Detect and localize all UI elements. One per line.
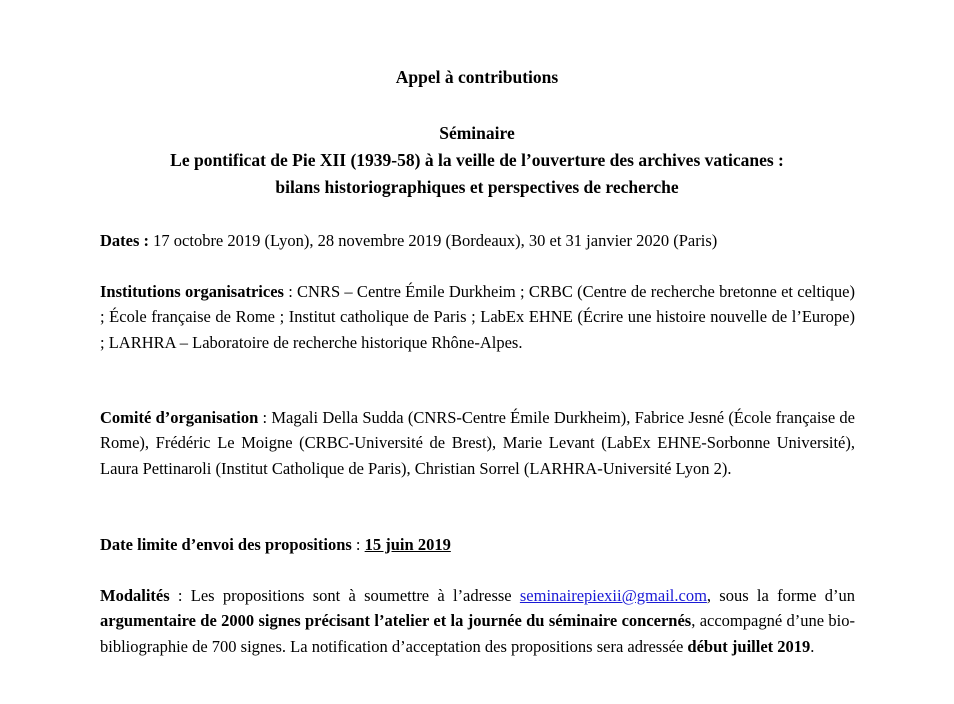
deadline-separator: :: [351, 535, 365, 554]
institutions-value: : CNRS – Centre Émile Durkheim ; CRBC (Centre de recherche bretonne et celtique) ; École française de Rome ; Institut catholique de Paris ; LabEx EHNE (Écrire une histoire nouvelle de l’Europe) ; LARHRA – Laboratoire de recherche historique Rhône-Alpes.: [100, 282, 855, 352]
modalities-text-4: .: [810, 636, 815, 656]
modalities-text-1: : Les propositions sont à soumettre à l’adresse: [169, 586, 520, 605]
email-link[interactable]: seminairepiexii@gmail.com: [519, 586, 707, 605]
committee-paragraph: [100, 405, 855, 481]
dates-paragraph: [100, 228, 855, 253]
seminar-title-line-1: Le pontificat de Pie XII (1939-58) à la veille de l’ouverture des archives vaticanes :: [170, 150, 784, 170]
seminar-title-line-2: bilans historiographiques et perspectives de recherche: [275, 177, 679, 197]
deadline-label: Date limite d’envoi des propositions: [100, 535, 352, 554]
dates-label: Dates :: [100, 231, 150, 250]
modalities-text-2: , sous la forme d’un: [706, 586, 855, 605]
committee-label: Comité d’organisation: [100, 408, 259, 427]
dates-value: 17 octobre 2019 (Lyon), 28 novembre 2019 (Bordeaux), 30 et 31 janvier 2020 (Paris): [149, 231, 718, 250]
deadline-paragraph: [100, 532, 855, 557]
deadline-date: 15 juin 2019: [364, 535, 451, 554]
seminar-title-block: [60, 120, 894, 201]
modalities-text-3: , accompagné d’une bio-bibliographie de 700 signes. La notification d’acceptation des propositions sera adressée: [100, 611, 855, 656]
institutions-label: Institutions organisatrices: [100, 282, 284, 301]
modalities-paragraph: [100, 583, 855, 659]
modalities-bold-1: argumentaire de 2000 signes précisant l’atelier et la journée du séminaire concernés: [100, 611, 692, 631]
modalities-bold-2: début juillet 2019: [687, 636, 811, 656]
modalities-label: Modalités: [100, 586, 170, 605]
committee-value: : Magali Della Sudda (CNRS-Centre Émile Durkheim), Fabrice Jesné (École française de Rome), Frédéric Le Moigne (CRBC-Université de Brest), Marie Levant (LabEx EHNE-Sorbonne Université), Laura Pettinaroli (Institut Catholique de Paris), Christian Sorrel (LARHRA-Université Lyon 2).: [100, 408, 855, 478]
seminar-kicker: Séminaire: [439, 123, 515, 143]
institutions-paragraph: [100, 279, 855, 355]
call-heading: Appel à contributions: [395, 67, 559, 87]
